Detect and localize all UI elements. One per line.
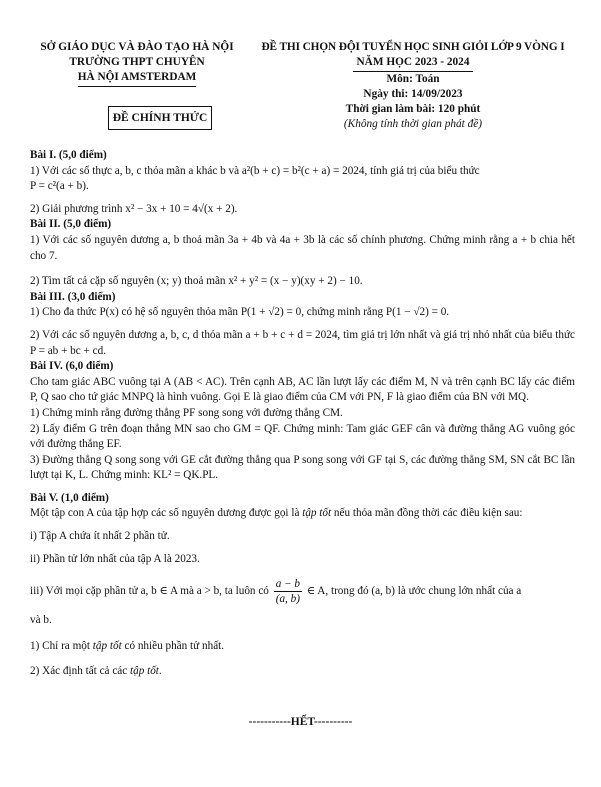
school-header (32, 40, 242, 87)
problem-1-title: Bài I. (5,0 điểm) (30, 149, 107, 161)
problem-3-title: Bài III. (3,0 điểm) (30, 290, 116, 303)
problem-4-intro: Cho tam giác ABC vuông tại A (AB < AC). Trên cạnh AB, AC lần lượt lấy các điểm M, N và trên cạnh BC lấy các điểm P, Q sao cho tứ giác MNPQ là hình vuông. Gọi E là giao điểm của CM với PN, F là giao điểm của BN với MQ. (30, 375, 575, 404)
problem-4-q2: 2) Lấy điểm G trên đoạn thẳng MN sao cho GM = QF. Chứng minh: Tam giác GEF cân và đường thẳng AG vuông góc với đường thẳng EF. (30, 422, 575, 451)
problem-5-q2: 2) Xác định tất cả các tập tốt. (30, 665, 162, 678)
problem-5-q1: 1) Chỉ ra một tập tốt có nhiều phần tử nhất. (30, 639, 225, 652)
exam-duration: Thời gian làm bài: 120 phút (345, 103, 481, 115)
problem-5-title: Bài V. (1,0 điểm) (30, 491, 109, 504)
problem-4-q3: 3) Đường thẳng Q song song với GE cắt đường thẳng qua P song song với GF tại S, các đường thẳng SM, SN cắt BC lần lượt tại K, L. Chứng minh: KL² = QK.PL. (30, 453, 575, 482)
school-name: TRƯỜNG THPT CHUYÊN (69, 56, 205, 68)
problem-1-q1-expr: P = c²(a + b). (30, 180, 89, 193)
problem-1-q2: 2) Giải phương trình x² − 3x + 10 = 4√(x + 2). (30, 202, 238, 215)
exam-subject: Môn: Toán (386, 73, 440, 85)
duration-note: (Không tính thời gian phát đề) (343, 118, 483, 130)
problem-2-q1: 1) Với các số nguyên dương a, b thoả mãn 3a + 4b và 4a + 3b là các số chính phương. Chứng minh rằng a + b chia hết cho 7. (30, 233, 575, 262)
exam-header (240, 40, 586, 132)
problem-5-c2: ii) Phần tử lớn nhất của tập A là 2023. (30, 552, 200, 565)
gcd-fraction: $\frac{a - b}{(a, b)}$ (275, 578, 301, 606)
official-label: ĐỀ CHÍNH THỨC (108, 106, 212, 130)
problem-3-q1: 1) Cho đa thức P(x) có hệ số nguyên thỏa mãn P(1 + √2) = 0, chứng minh rằng P(1 − √2) = 0. (30, 306, 450, 319)
exam-content (30, 148, 575, 680)
exam-title: ĐỀ THI CHỌN ĐỘI TUYỂN HỌC SINH GIỎI LỚP 9 VÒNG I (261, 41, 565, 53)
problem-3-q2: 2) Với các số nguyên dương a, b, c, d thỏa mãn a + b + c + d = 2024, tìm giá trị lớn nhất và giá trị nhỏ nhất của biểu thức P = ab + bc + cd. (30, 328, 575, 357)
problem-5-c3-end: và b. (30, 614, 52, 627)
problem-5-c1: i) Tập A chứa ít nhất 2 phần tử. (30, 530, 170, 543)
school-city: HÀ NỘI AMSTERDAM (78, 70, 197, 87)
problem-2-title: Bài II. (5,0 điểm) (30, 218, 112, 231)
problem-4-title: Bài IV. (6,0 điểm) (30, 360, 114, 373)
problem-2-q2: 2) Tìm tất cả cặp số nguyên (x; y) thoả mãn x² + y² = (x − y)(xy + 2) − 10. (30, 275, 363, 288)
department-name: SỞ GIÁO DỤC VÀ ĐÀO TẠO HÀ NỘI (40, 41, 234, 53)
end-marker: -----------HẾT---------- (248, 716, 353, 728)
term-good-set: tập tốt (302, 507, 332, 520)
problem-5-intro: Một tập con A của tập hợp các số nguyên dương được gọi là tập tốt nếu thỏa mãn đồng thời các điều kiện sau: (30, 507, 523, 520)
problem-4-q1: 1) Chứng minh rằng đường thẳng PF song song với đường thẳng CM. (30, 406, 343, 419)
exam-date: Ngày thi: 14/09/2023 (363, 88, 463, 100)
problem-1-q1: 1) Với các số thực a, b, c thỏa mãn a khác b và a²(b + c) = b²(c + a) = 2024, tính giá trị của biểu thức (30, 164, 480, 177)
problem-5-c3: iii) Với mọi cặp phần tử a, b ∈ A mà a > b, ta luôn có $\frac{a - b}{(a, b)}$ ∈ A, trong đó (a, b) là ước chung lớn nhất của a (30, 578, 522, 606)
school-year: NĂM HỌC 2023 - 2024 (353, 55, 474, 72)
